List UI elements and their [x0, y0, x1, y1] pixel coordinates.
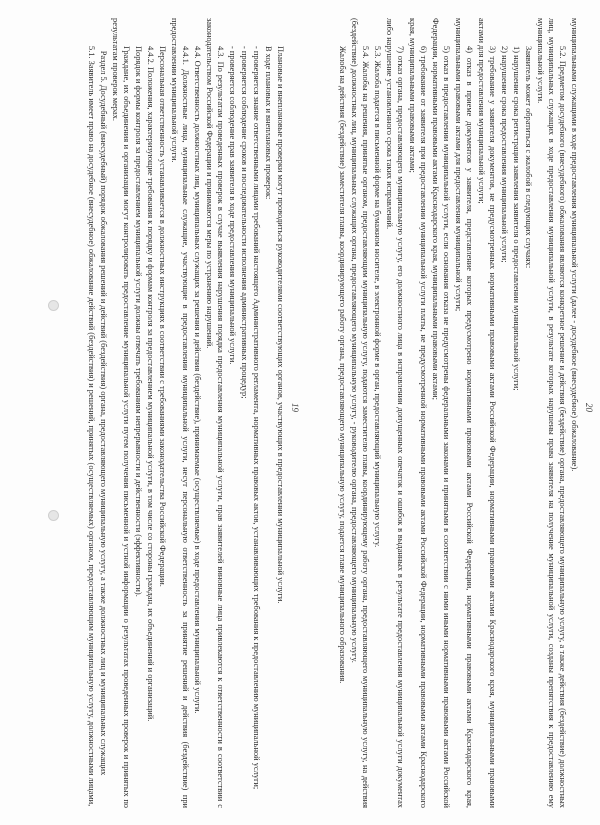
paragraph: Персональная ответственность устанавливается в должностных инструкциях в соответствии с требованиями законодательства Российской Федерации.	[158, 46, 167, 587]
paragraph: Граждане, их объединения и организации могут контролировать предоставление муниципальной услуги путем получения письменной и устной информации о результатах проведенных проверок и принятых по результатам проверок мерах.	[111, 18, 131, 808]
paragraph: 7) отказ органа, предоставляющего муниципальную услугу, его должностного лица в исправлении допущенных опечаток и ошибок в выданных в результате предоставления муниципальной услуги документах либо нарушение установленного срока таких исправлений.	[385, 18, 405, 808]
paragraph: 4.4. Ответственность должностных лиц, муниципальных служащих за решения и действия (бездействие), принимаемые (осуществляемые) в ходе предоставления муниципальной услуги.	[193, 46, 202, 714]
paragraph: Жалоба на действия (бездействие) заместителя главы, координирующего работу органа, предоставляющего муниципальную услугу, подается главе муниципального образования.	[338, 46, 347, 684]
paragraph: 5.1. Заявитель имеет право на досудебное (внесудебное) обжалование действий (бездействия) и решений, принятых (осуществляемых) органом, предоставляющим муниципальную услугу, должностными лицами,	[87, 46, 96, 807]
paragraph: 5.3. Жалоба подается в письменной форме на бумажном носителе, в электронной форме в орган, предоставляющий муниципальную услугу.	[373, 46, 382, 548]
paragraph: 4.3. По результатам проведенных проверок в случае выявления нарушения порядка предоставления муниципальной услуги, прав заявителей виновные лица привлекаются к ответственности в соответствии с законодательством Российской Федерации и принимаются меры по устранению нарушений.	[205, 18, 225, 808]
section-heading: Раздел 5. Досудебный (внесудебный) порядок обжалования решений и действий (бездействия) органа, предоставляющего муниципальную услугу, а также должностных лиц и муниципальных служащих	[99, 50, 108, 776]
page-number: 19	[290, 403, 300, 412]
paragraph: 4.4.2. Положения, характеризующие требования к порядку и формам контроля за предоставлением муниципальной услуги, в том числе со стороны граждан, их объединений и организаций.	[146, 46, 155, 722]
paragraph: - проверяется соблюдение сроков и последовательности исполнения административных процедур;	[240, 46, 249, 399]
paragraph: - проверяется знание ответственными лицами требований настоящего Административного регламента, нормативных правовых актов, устанавливающих требования к предоставлению муниципальной услуги;	[252, 46, 261, 790]
page-20-body	[336, 18, 580, 808]
paragraph: 5.2. Предметом досудебного (внесудебного) обжалования являются конкретное решение и действия (бездействие) органа, предоставляющего муниципальную услугу, а также действия (бездействие) должностных лиц, муниципальных служащих в ходе предоставления муниципальной услуги, в результате которых нарушены права заявителя на получение муниципальной услуги, созданы препятствия к предоставлению ему муниципальной услуги.	[536, 18, 567, 808]
paragraph: 6) требование от заявителя при предоставлении муниципальной услуги платы, не предусмотренной нормативными правовыми актами Российской Федерации, нормативными правовыми актами Краснодарского края, муниципальными правовыми актами;	[408, 18, 428, 808]
paragraph: 1) нарушение срока регистрации заявления заявителя о предоставлении муниципальной услуги;	[512, 46, 521, 391]
paragraph: муниципальными служащими в ходе предоставления муниципальной услуги (далее - досудебное (внесудебное) обжалование).	[570, 18, 579, 472]
paragraph: Порядок и формы контроля за предоставлением муниципальной услуги должны отвечать требованиям непрерывности и действенности (эффективности).	[134, 46, 143, 597]
paragraph: 4) отказ в приеме документов у заявителя, представление которых предусмотрено нормативными правовыми актами Российской Федерации, нормативными правовыми актами Краснодарского края, муниципальными правовыми актами для предоставления муниципальной услуги;	[454, 18, 474, 808]
paragraph: Плановые и внеплановые проверки могут проводиться руководителями соответствующих органов, участвующих в предоставлении муниципальной услуги.	[276, 46, 285, 604]
page-19-body	[85, 18, 286, 808]
paragraph: - проверяется соблюдение прав заявителя в ходе предоставления муниципальной услуги.	[228, 46, 237, 365]
page-20	[307, 18, 592, 808]
page-number: 20	[584, 403, 594, 412]
page-19	[13, 18, 298, 808]
paragraph: 5) отказ в предоставлении муниципальной услуги, если основания отказа не предусмотрены федеральными законами и принятыми в соответствии с ними иными нормативными правовыми актами Российской Федерации, нормативными правовыми актами Краснодарского края, муниципальными правовыми актами;	[431, 18, 451, 808]
paragraph: Заявитель может обратиться с жалобой в следующих случаях:	[524, 46, 533, 269]
paragraph: 5.4. Жалобы на решения, принятые органом, предоставляющим муниципальную услугу, подаются заместителю главы, координирующему работу органа, предоставляющего муниципальную услугу, на действия (бездействие) должностных лиц, муниципальных служащих органа, предоставляющего муниципальную услугу, - руководителю органа, предоставляющего муниципальную услугу.	[350, 18, 370, 808]
paragraph: В ходе плановых и внеплановых проверок:	[264, 46, 273, 200]
paragraph: 4.4.1. Должностные лица, муниципальные служащие, участвующие в предоставлении муниципальной услуги, несут персональную ответственность за принятие решений и действия (бездействие) при предоставлении муниципальной услуги.	[170, 18, 190, 808]
paragraph: 2) нарушение срока предоставления муниципальной услуги;	[500, 46, 509, 263]
paragraph: 3) требование у заявителя документов, не предусмотренных нормативными правовыми актами Российской Федерации, нормативными правовыми актами Краснодарского края, муниципальными правовыми актами для предоставления муниципальной услуги;	[477, 18, 497, 808]
